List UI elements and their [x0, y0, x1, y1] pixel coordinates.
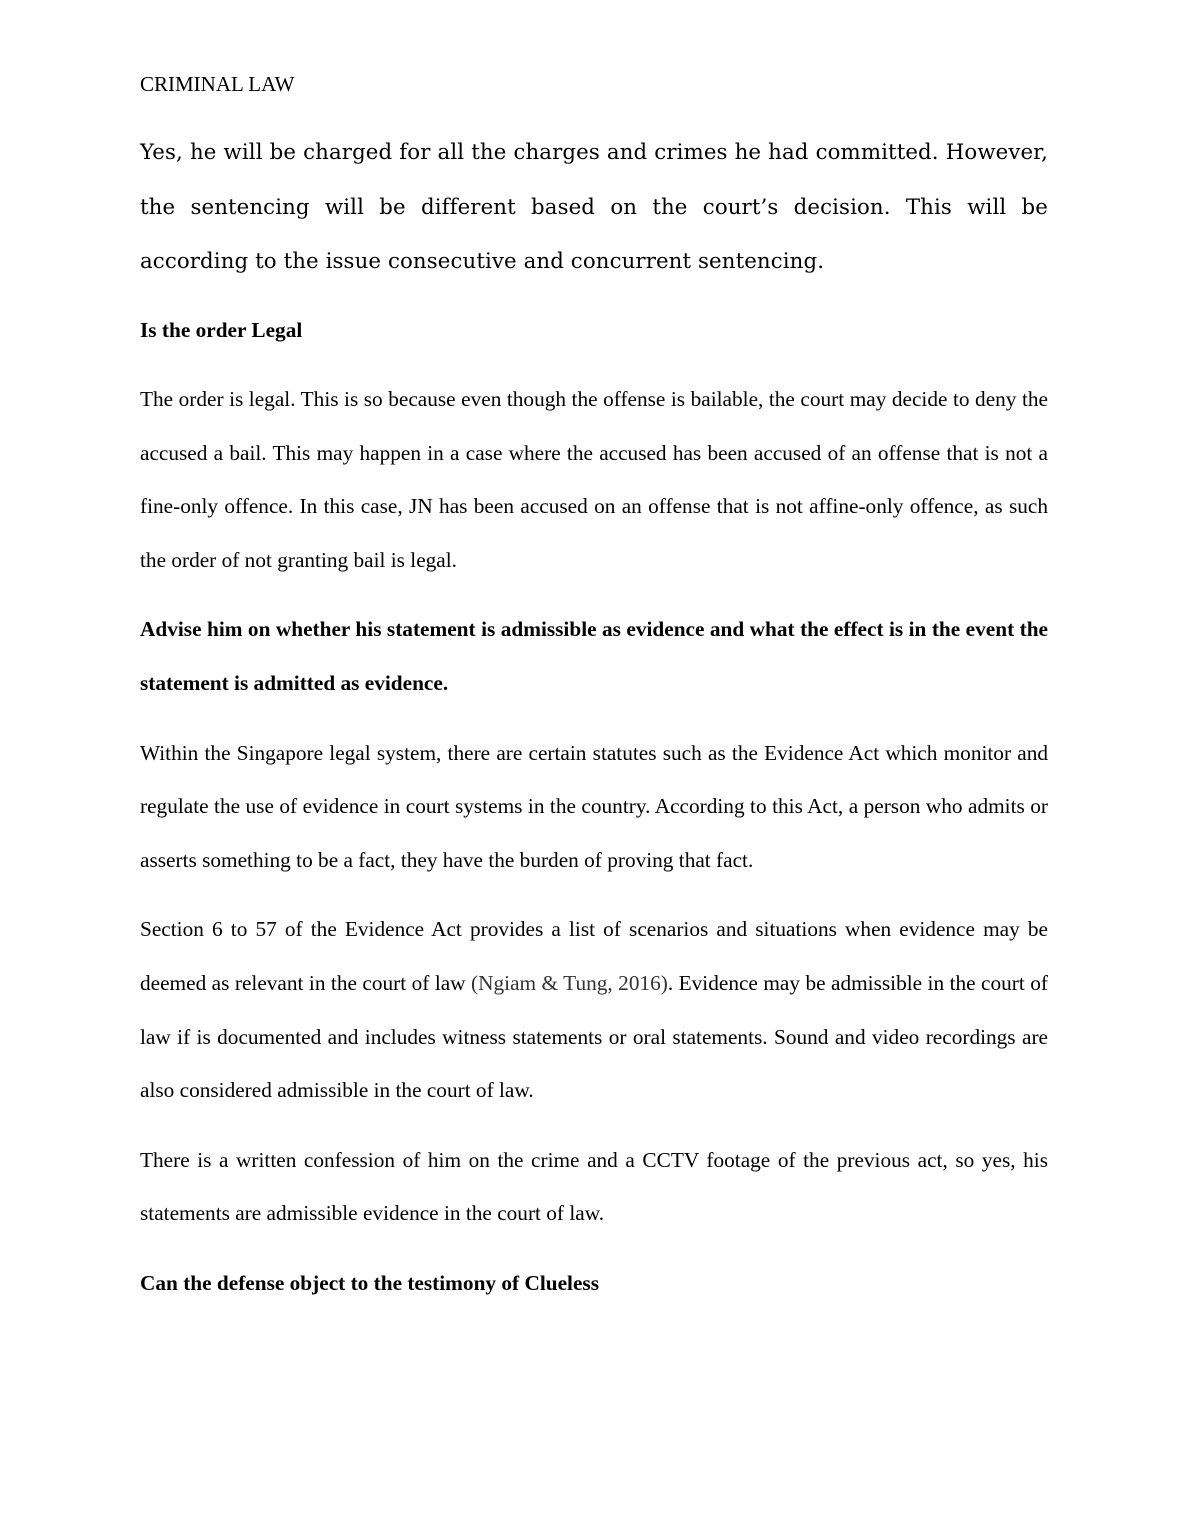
heading-defense-object: Can the defense object to the testimony of Clueless	[140, 1271, 599, 1295]
paragraph-charges: Yes, he will be charged for all the charges and crimes he had committed. However, the sentencing will be different based on the court’s decision. This will be according to the issue consecutive and concurrent sentencing.	[140, 140, 1048, 274]
paragraph-section-6-57	[140, 903, 1048, 1117]
citation: (Ngiam & Tung, 2016)	[471, 971, 668, 996]
document-body	[140, 126, 1048, 1327]
paragraph-confession: There is a written confession of him on the crime and a CCTV footage of the previous act, so yes, his statements are admissible evidence in the court of law.	[140, 1147, 1048, 1226]
paragraph-order-legal: The order is legal. This is so because even though the offense is bailable, the court may decide to deny the accused a bail. This may happen in a case where the accused has been accused of an offense that is not a fine-only offence. In this case, JN has been accused on an offense that is not affine-only offence, as such the order of not granting bail is legal.	[140, 387, 1048, 572]
paragraph-section-text-1: Section 6 to 57 of the Evidence Act provides a list of scenarios and situations when evidence may be deemed as relevant in the court of law	[140, 917, 1048, 996]
heading-order-legal: Is the order Legal	[140, 317, 303, 342]
paragraph-evidence-act: Within the Singapore legal system, there are certain statutes such as the Evidence Act which monitor and regulate the use of evidence in court systems in the country. According to this Act, a person who admits or asserts something to be a fact, they have the burden of proving that fact.	[140, 740, 1048, 872]
heading-admissible-statement: Advise him on whether his statement is admissible as evidence and what the effect is in the event the statement is admitted as evidence.	[140, 617, 1048, 696]
paragraph-section-text-2: . Evidence may be admissible in the court of law if is documented and includes witness statements or oral statements. Sound and video recordings are also considered admissible in the court of law.	[140, 971, 1049, 1103]
running-head: CRIMINAL LAW	[140, 72, 295, 96]
